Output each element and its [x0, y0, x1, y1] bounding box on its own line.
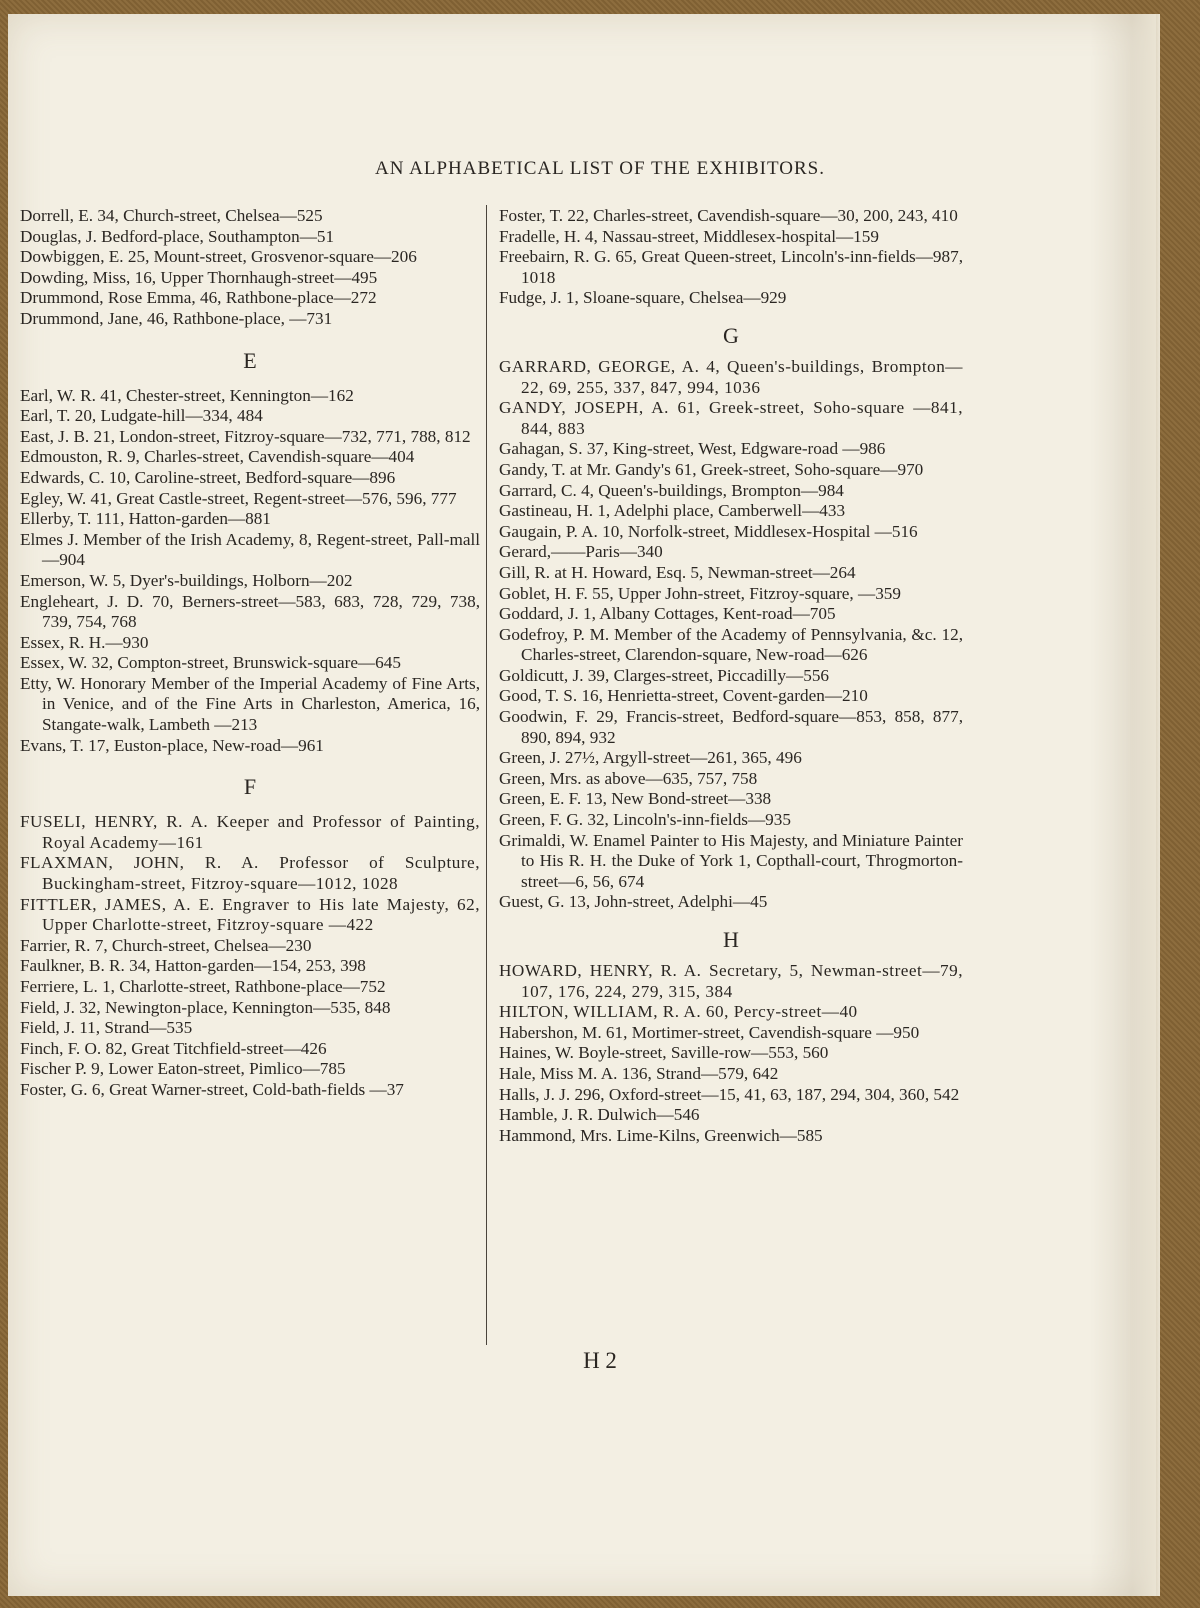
exhibitor-entry: Hale, Miss M. A. 136, Strand—579, 642	[499, 1063, 779, 1083]
exhibitor-entry: Gastineau, H. 1, Adelphi place, Camberwell—433	[499, 501, 846, 521]
exhibitor-entry: Green, J. 27½, Argyll-street—261, 365, 496	[499, 748, 802, 768]
exhibitor-entry: Earl, W. R. 41, Chester-street, Kennington—162	[20, 385, 354, 405]
section-letter-h: H	[723, 927, 739, 952]
exhibitor-entry: Godefroy, P. M. Member of the Academy of Pennsylvania, &c. 12, Charles-street, Clarendon-square, New-road—626	[499, 624, 963, 665]
exhibitor-entry: Emerson, W. 5, Dyer's-buildings, Holborn—202	[20, 570, 353, 590]
exhibitor-entry: HOWARD, HENRY, R. A. Secretary, 5, Newman-street—79, 107, 176, 224, 279, 315, 384	[499, 961, 963, 1001]
exhibitor-entry: Field, J. 11, Strand—535	[20, 1018, 193, 1038]
exhibitor-entry: Fudge, J. 1, Sloane-square, Chelsea—929	[499, 288, 787, 308]
exhibitor-entry: East, J. B. 21, London-street, Fitzroy-square—732, 771, 788, 812	[20, 426, 471, 446]
exhibitor-entry: Fradelle, H. 4, Nassau-street, Middlesex-hospital—159	[499, 226, 879, 246]
exhibitor-entry: FLAXMAN, JOHN, R. A. Professor of Sculpture, Buckingham-street, Fitzroy-square—1012, 1028	[20, 853, 480, 894]
exhibitor-entry: Edmouston, R. 9, Charles-street, Cavendish-square—404	[20, 447, 415, 467]
exhibitor-entry: Douglas, J. Bedford-place, Southampton—51	[20, 226, 335, 246]
entries-f	[20, 812, 480, 1100]
exhibitor-entry: GARRARD, GEORGE, A. 4, Queen's-buildings, Brompton—22, 69, 255, 337, 847, 994, 1036	[499, 356, 963, 397]
exhibitor-entry: Farrier, R. 7, Church-street, Chelsea—230	[20, 935, 312, 955]
exhibitor-entry: Gill, R. at H. Howard, Esq. 5, Newman-street—264	[499, 562, 856, 582]
entries-d	[20, 206, 480, 330]
exhibitor-entry: Garrard, C. 4, Queen's-buildings, Brompton—984	[499, 480, 844, 500]
exhibitor-entry: Goldicutt, J. 39, Clarges-street, Piccadilly—556	[499, 665, 830, 685]
exhibitor-entry: Goblet, H. F. 55, Upper John-street, Fitzroy-square, —359	[499, 583, 901, 603]
signature-mark: H 2	[583, 1348, 617, 1373]
exhibitor-entry: Halls, J. J. 296, Oxford-street—15, 41, 63, 187, 294, 304, 360, 542	[499, 1084, 960, 1104]
exhibitor-entry: Haines, W. Boyle-street, Saville-row—553, 560	[499, 1043, 829, 1063]
exhibitor-entry: Gandy, T. at Mr. Gandy's 61, Greek-street, Soho-square—970	[499, 459, 924, 479]
exhibitor-entry: Dowbiggen, E. 25, Mount-street, Grosvenor-square—206	[20, 247, 417, 267]
exhibitor-entry: Faulkner, B. R. 34, Hatton-garden—154, 253, 398	[20, 956, 366, 976]
exhibitor-entry: GANDY, JOSEPH, A. 61, Greek-street, Soho-square —841, 844, 883	[499, 398, 963, 438]
exhibitor-entry: Evans, T. 17, Euston-place, New-road—961	[20, 735, 324, 755]
exhibitor-entry: Gaugain, P. A. 10, Norfolk-street, Middlesex-Hospital —516	[499, 521, 918, 541]
exhibitor-entry: Dowding, Miss, 16, Upper Thornhaugh-street—495	[20, 267, 378, 287]
exhibitor-entry: Essex, R. H.—930	[20, 632, 149, 652]
entries-g	[499, 357, 963, 913]
left-column	[20, 206, 480, 1101]
section-letter-g: G	[723, 322, 739, 348]
exhibitor-entry: Fischer P. 9, Lower Eaton-street, Pimlico—785	[20, 1059, 346, 1079]
exhibitor-entry: Green, F. G. 32, Lincoln's-inn-fields—935	[499, 810, 791, 830]
entries-f-continued	[499, 206, 963, 309]
exhibitor-entry: Grimaldi, W. Enamel Painter to His Majesty, and Miniature Painter to His R. H. the Duke of York 1, Copthall-court, Throgmorton-street—6, 56, 674	[499, 830, 963, 891]
exhibitor-entry: Goodwin, F. 29, Francis-street, Bedford-square—853, 858, 877, 890, 894, 932	[499, 707, 963, 747]
exhibitor-entry: Hammond, Mrs. Lime-Kilns, Greenwich—585	[499, 1125, 823, 1145]
right-column	[499, 206, 963, 1146]
exhibitor-entry: Gahagan, S. 37, King-street, West, Edgware-road —986	[499, 439, 886, 459]
exhibitor-entry: Finch, F. O. 82, Great Titchfield-street—426	[20, 1038, 327, 1058]
exhibitor-entry: Guest, G. 13, John-street, Adelphi—45	[499, 892, 768, 912]
exhibitor-entry: Green, Mrs. as above—635, 757, 758	[499, 768, 758, 788]
entries-h	[499, 961, 963, 1146]
exhibitor-entry: Foster, T. 22, Charles-street, Cavendish-square—30, 200, 243, 410	[499, 206, 958, 225]
column-divider	[486, 205, 487, 1345]
exhibitor-entry: Engleheart, J. D. 70, Berners-street—583, 683, 728, 729, 738, 739, 754, 768	[20, 591, 480, 632]
exhibitor-entry: Green, E. F. 13, New Bond-street—338	[499, 789, 772, 809]
exhibitor-entry: Essex, W. 32, Compton-street, Brunswick-square—645	[20, 653, 401, 673]
exhibitor-entry: Drummond, Rose Emma, 46, Rathbone-place—272	[20, 288, 377, 308]
exhibitor-entry: Dorrell, E. 34, Church-street, Chelsea—525	[20, 206, 323, 225]
exhibitor-entry: Goddard, J. 1, Albany Cottages, Kent-road—705	[499, 604, 836, 624]
exhibitor-entry: Elmes J. Member of the Irish Academy, 8, Regent-street, Pall-mall—904	[20, 529, 480, 570]
exhibitor-entry: Edwards, C. 10, Caroline-street, Bedford-square—896	[20, 467, 396, 487]
section-letter-f: F	[243, 774, 257, 800]
exhibitor-entry: Etty, W. Honorary Member of the Imperial Academy of Fine Arts, in Venice, and of the Fine Arts in Charleston, America, 16, Stangate-walk, Lambeth —213	[20, 673, 480, 735]
exhibitor-entry: Habershon, M. 61, Mortimer-street, Cavendish-square —950	[499, 1022, 920, 1042]
exhibitor-entry: Freebairn, R. G. 65, Great Queen-street, Lincoln's-inn-fields—987, 1018	[499, 247, 963, 287]
exhibitor-entry: Hamble, J. R. Dulwich—546	[499, 1105, 700, 1125]
exhibitor-entry: FUSELI, HENRY, R. A. Keeper and Professor of Painting, Royal Academy—161	[20, 812, 480, 852]
exhibitor-entry: Egley, W. 41, Great Castle-street, Regent-street—576, 596, 777	[20, 488, 457, 508]
exhibitor-entry: Ellerby, T. 111, Hatton-garden—881	[20, 509, 271, 529]
exhibitor-entry: FITTLER, JAMES, A. E. Engraver to His late Majesty, 62, Upper Charlotte-street, Fitzroy-square —422	[20, 894, 480, 935]
entries-e	[20, 386, 480, 757]
exhibitor-entry: Field, J. 32, Newington-place, Kennington—535, 848	[20, 997, 391, 1017]
exhibitor-entry: Ferriere, L. 1, Charlotte-street, Rathbone-place—752	[20, 977, 386, 996]
exhibitor-entry: Earl, T. 20, Ludgate-hill—334, 484	[20, 406, 263, 426]
exhibitor-entry: Drummond, Jane, 46, Rathbone-place, —731	[20, 308, 333, 328]
exhibitor-entry: Gerard,——Paris—340	[499, 542, 663, 562]
exhibitor-entry: Good, T. S. 16, Henrietta-street, Covent-garden—210	[499, 686, 868, 706]
exhibitor-entry: HILTON, WILLIAM, R. A. 60, Percy-street—40	[499, 1002, 858, 1022]
page-header: AN ALPHABETICAL LIST OF THE EXHIBITORS.	[375, 158, 825, 179]
section-letter-e: E	[243, 347, 257, 373]
exhibitor-entry: Foster, G. 6, Great Warner-street, Cold-bath-fields —37	[20, 1079, 404, 1099]
